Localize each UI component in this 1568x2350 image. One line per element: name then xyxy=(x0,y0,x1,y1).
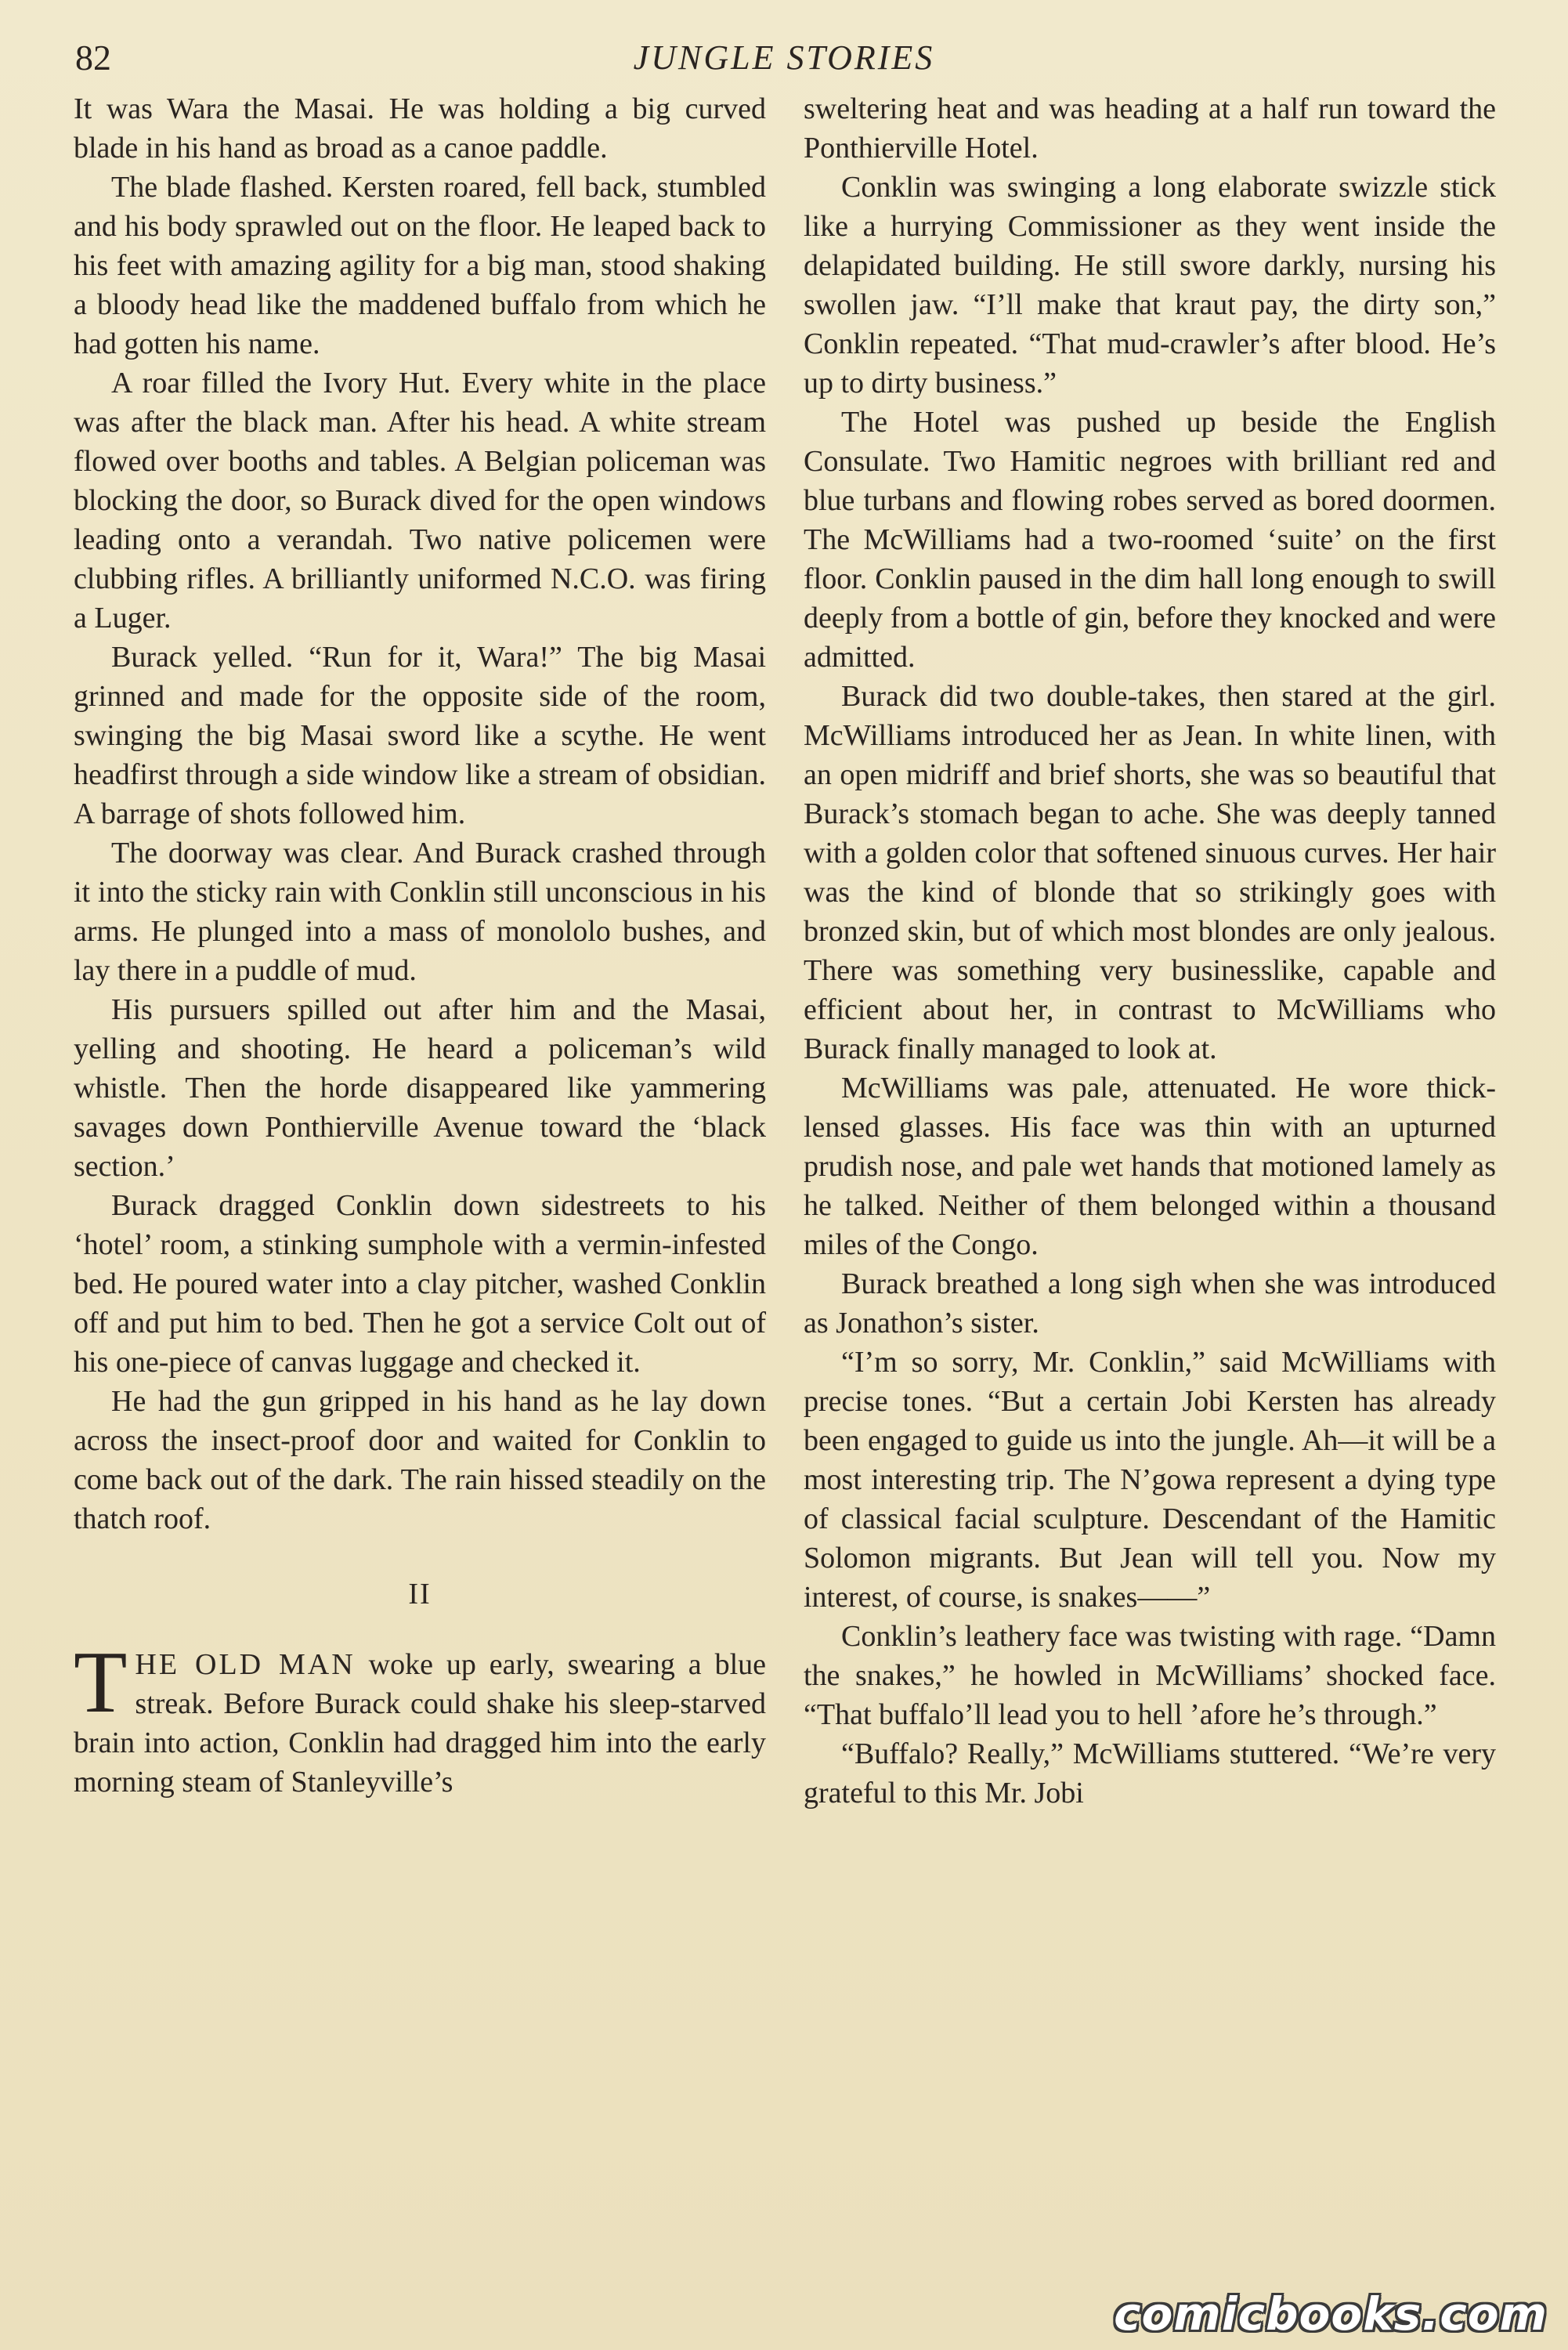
paragraph: The blade flashed. Kersten roared, fell back, stumbled and his body sprawled out on the floor. He leaped back to his feet with amazing agility for a big man, stood shaking a bloody head like the maddened buffalo from which he had gotten his name. xyxy=(74,171,766,360)
page-header xyxy=(75,34,1493,89)
paragraph: “I’m so sorry, Mr. Conklin,” said McWilliams with precise tones. “But a certain Jobi Kersten has already been engaged to guide us into the jungle. Ah—it will be a most interesting trip. The N’gowa represent a dying type of classical facial sculpture. Descendant of the Hamitic Solomon migrants. But Jean will tell you. Now my interest, of course, is snakes——” xyxy=(804,1346,1496,1614)
paragraph: It was Wara the Masai. He was holding a big curved blade in his hand as broad as a canoe paddle. xyxy=(74,92,766,164)
paragraph: “Buffalo? Really,” McWilliams stuttered. “We’re very grateful to this Mr. Jobi xyxy=(804,1737,1496,1810)
drop-cap: T xyxy=(74,1634,128,1731)
right-column xyxy=(804,89,1496,1813)
paragraph: McWilliams was pale, attenuated. He wore thick-lensed glasses. His face was thin with an upturned prudish nose, and pale wet hands that motioned lamely as he talked. Neither of them belonged within a thousand miles of the Congo. xyxy=(804,1072,1496,1261)
section-opening-text: woke up early, swearing a blue streak. Before Burack could shake his sleep-starved brain into action, Conklin had dragged him into the early morning steam of Stanleyville’s xyxy=(74,1648,766,1799)
small-caps-lead: HE OLD MAN xyxy=(135,1648,356,1681)
paragraph: A roar filled the Ivory Hut. Every white in the place was after the black man. After his head. A white stream flowed over booths and tables. A Belgian policeman was blocking the door, so Burack dived for the open windows leading onto a verandah. Two native policemen were clubbing rifles. A brilliantly uniformed N.C.O. was firing a Luger. xyxy=(74,367,766,634)
paragraph: Conklin was swinging a long elaborate swizzle stick like a hurrying Commissioner as they went inside the delapidated building. He still swore darkly, nursing his swollen jaw. “I’ll make that kraut pay, the dirty son,” Conklin repeated. “That mud-crawler’s after blood. He’s up to dirty business.” xyxy=(804,171,1496,400)
paragraph: The doorway was clear. And Burack crashed through it into the sticky rain with Conklin still unconscious in his arms. He plunged into a mass of monololo bushes, and lay there in a puddle of mud. xyxy=(74,837,766,987)
section-opening-paragraph xyxy=(74,1634,766,1802)
paragraph: The Hotel was pushed up beside the English Consulate. Two Hamitic negroes with brilliant red and blue turbans and flowing robes served as bored doormen. The McWilliams had a two-roomed ‘suite’ on the first floor. Conklin paused in the dim hall long enough to swill deeply from a bottle of gin, before they knocked and were admitted. xyxy=(804,406,1496,674)
running-head: JUNGLE STORIES xyxy=(633,38,935,77)
left-column xyxy=(74,89,766,1802)
paragraph: His pursuers spilled out after him and the Masai, yelling and shooting. He heard a policeman’s wild whistle. Then the horde disappeared like yammering savages down Ponthierville Avenue toward the ‘black section.’ xyxy=(74,993,766,1183)
paragraph: Burack did two double-takes, then stared at the girl. McWilliams introduced her as Jean. In white linen, with an open midriff and brief shorts, she was so beautiful that Burack’s stomach began to ache. She was deeply tanned with a golden color that softened sinuous curves. Her hair was the kind of blonde that so strikingly goes with bronzed skin, but of which most blondes are only jealous. There was something very businesslike, capable and efficient about her, in contrast to McWilliams who Burack finally managed to look at. xyxy=(804,680,1496,1065)
page-number: 82 xyxy=(75,38,111,78)
paragraph: Burack yelled. “Run for it, Wara!” The big Masai grinned and made for the opposite side of the room, swinging the big Masai sword like a scythe. He went headfirst through a side window like a stream of obsidian. A barrage of shots followed him. xyxy=(74,641,766,830)
paragraph: Conklin’s leathery face was twisting with rage. “Damn the snakes,” he howled in McWilliams’ shocked face. “That buffalo’ll lead you to hell ’afore he’s through.” xyxy=(804,1620,1496,1731)
paragraph: Burack dragged Conklin down sidestreets to his ‘hotel’ room, a stinking sumphole with a vermin-infested bed. He poured water into a clay pitcher, washed Conklin off and put him to bed. Then he got a service Colt out of his one-piece of canvas luggage and checked it. xyxy=(74,1189,766,1379)
paragraph: Burack breathed a long sigh when she was introduced as Jonathon’s sister. xyxy=(804,1267,1496,1340)
watermark-logo: comicbooks.com xyxy=(1114,2287,1548,2341)
paragraph: He had the gun gripped in his hand as he lay down across the insect-proof door and waited for Conklin to come back out of the dark. The rain hissed steadily on the thatch roof. xyxy=(74,1385,766,1535)
paragraph: sweltering heat and was heading at a half run toward the Ponthierville Hotel. xyxy=(804,92,1496,164)
section-number: II xyxy=(408,1578,432,1611)
